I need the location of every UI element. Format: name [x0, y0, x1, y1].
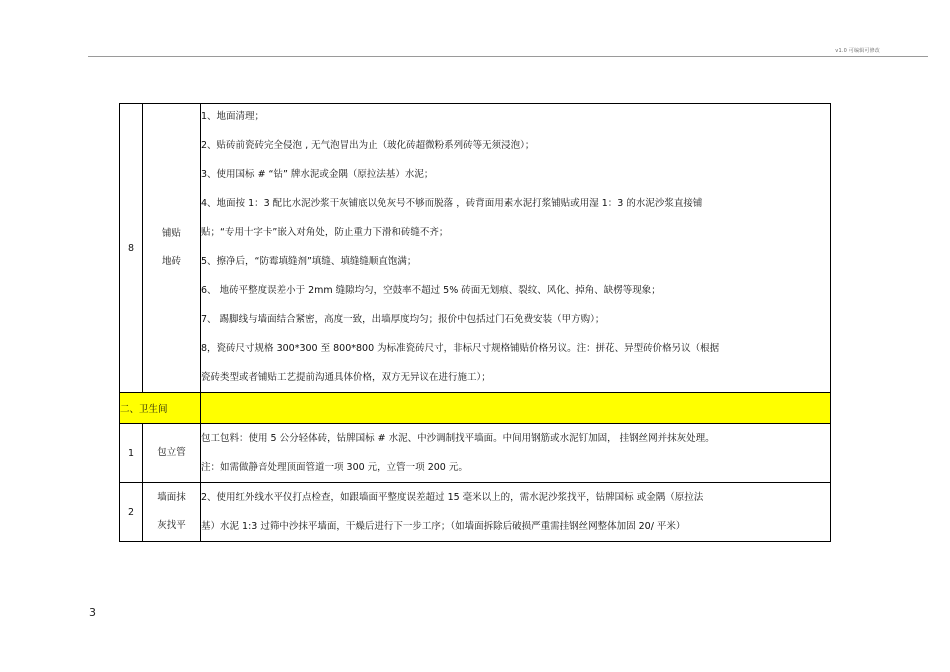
item-line: 包立管	[157, 447, 186, 458]
description-line: 包工包料：使用 5 公分轻体砖，钻牌国标 # 水泥、中沙调制找平墙面。中间用钢筋或水泥钉加固， 挂钢丝网并抹灰处理。	[201, 433, 715, 444]
header-rule	[88, 56, 928, 57]
description-line: 注：如需做静音处理顶面管道一项 300 元，立管一项 200 元。	[201, 462, 468, 473]
description-line: 3、使用国标 # “钻” 牌水泥或金隅（原拉法基）水泥；	[201, 169, 434, 180]
description-line: 5、擦净后，“防霉填缝剂”填缝、填缝缝顺直饱满；	[201, 256, 417, 267]
section-fill	[201, 393, 831, 424]
item-line: 地砖	[161, 256, 181, 267]
item-line: 灰找平	[157, 520, 186, 531]
description-line: 8，瓷砖尺寸规格 300*300 至 800*800 为标准瓷砖尺寸，非标尺寸规格铺贴价格另议。注：拼花、异型砖价格另议（根据	[201, 343, 720, 354]
description-line: 1、地面清理；	[201, 111, 265, 122]
description-line: 基）水泥 1:3 过筛中沙抹平墙面，干燥后进行下一步工序；（如墙面拆除后破损严重需挂钢丝网整体加固 20/ 平米）	[201, 521, 686, 532]
spec-table	[119, 103, 831, 542]
table-row	[120, 424, 831, 483]
description-line: 瓷砖类型或者铺贴工艺提前沟通具体价格，双方无异议在进行施工）；	[201, 372, 491, 383]
row-description	[201, 104, 831, 393]
row-description	[201, 483, 831, 542]
item-line: 墙面抹	[157, 492, 186, 503]
row-number: 2	[120, 483, 143, 542]
table-row	[120, 104, 831, 393]
description-line: 贴；“专用十字卡”嵌入对角处，防止重力下滑和砖缝不齐；	[201, 227, 449, 238]
row-item	[143, 104, 201, 393]
row-number: 8	[120, 104, 143, 393]
table-row	[120, 483, 831, 542]
row-item	[143, 424, 201, 483]
description-line: 2、贴砖前瓷砖完全侵泡 , 无气泡冒出为止（玻化砖超微粉系列砖等无须浸泡）；	[201, 140, 535, 151]
header-note: v1.0 可编辑可修改	[835, 48, 880, 54]
description-line: 4、地面按 1：3 配比水泥沙浆干灰铺底以免灰号不够而脱落 ，砖背面用素水泥打浆铺贴或用湿 1：3 的水泥沙浆直接铺	[201, 198, 703, 209]
item-line: 铺贴	[161, 228, 181, 239]
row-item	[143, 483, 201, 542]
description-line: 6、 地砖平整度误差小于 2mm 缝隙均匀，空鼓率不超过 5% 砖面无划痕、裂纹、风化、掉角、缺楞等现象；	[201, 285, 661, 296]
page-number: 3	[89, 606, 96, 619]
description-line: 2、使用红外线水平仪打点检查，如跟墙面平整度误差超过 15 毫米以上的，需水泥沙浆找平，钻牌国标 或金隅（原拉法	[201, 492, 704, 503]
section-title: 二、卫生间	[120, 393, 201, 424]
row-description	[201, 424, 831, 483]
description-line: 7、 踢脚线与墙面结合紧密，高度一致，出墙厚度均匀；报价中包括过门石免费安装（甲方购）；	[201, 314, 605, 325]
row-number: 1	[120, 424, 143, 483]
section-row	[120, 393, 831, 424]
